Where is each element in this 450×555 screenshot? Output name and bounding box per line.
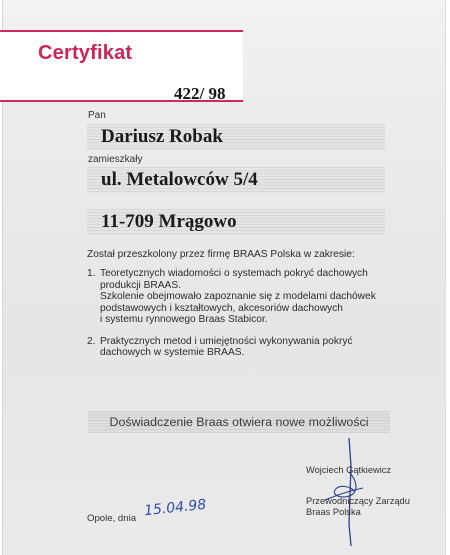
training-item-2	[87, 336, 417, 359]
signatory-name: Wojciech Gątkiewicz	[306, 465, 392, 475]
address-label: zamieszkały	[88, 154, 143, 165]
recipient-name: Dariusz Robak	[101, 126, 223, 147]
training-line: Praktycznych metod i umiejętności wykonywania pokryć	[100, 335, 353, 347]
certificate-title: Certyfikat	[38, 42, 133, 64]
salutation-label: Pan	[88, 110, 106, 121]
training-line: produkcji BRAAS.	[100, 279, 181, 291]
name-field	[87, 124, 385, 150]
training-line: dachowych w systemie BRAAS.	[100, 347, 245, 358]
training-item-number: 1.	[87, 268, 96, 279]
training-intro: Został przeszkolony przez firmę BRAAS Polska w zakresie:	[87, 249, 355, 260]
recipient-street: ul. Metalowców 5/4	[101, 169, 258, 190]
signature-mark	[305, 436, 385, 548]
training-list	[87, 268, 417, 359]
issue-date-handwritten: 15.04.98	[143, 496, 208, 520]
signatory-organization: Braas Polska	[306, 507, 361, 517]
training-line: Szkolenie obejmowało zapoznanie się z modelami dachówek	[100, 291, 376, 302]
training-line: i systemu rynnowego Braas Stabicor.	[100, 314, 268, 325]
issue-place-label: Opole, dnia	[87, 513, 137, 524]
slogan-text: Doświadczenie Braas otwiera nowe możliwości	[109, 415, 369, 429]
slogan-banner	[88, 411, 390, 433]
training-line: podstawowych i kształtowych, akcesoriów dachowych	[100, 302, 343, 314]
city-field	[87, 209, 385, 235]
training-item-number: 2.	[87, 335, 96, 347]
recipient-postal-city: 11-709 Mrągowo	[101, 211, 237, 232]
signatory-role: Przewodniczący Zarządu	[306, 496, 410, 506]
training-item-1	[87, 268, 417, 326]
certificate-number: 422/ 98	[174, 84, 226, 103]
training-line: Teoretycznych wiadomości o systemach pokryć dachowych	[100, 268, 368, 279]
street-field	[87, 167, 385, 193]
